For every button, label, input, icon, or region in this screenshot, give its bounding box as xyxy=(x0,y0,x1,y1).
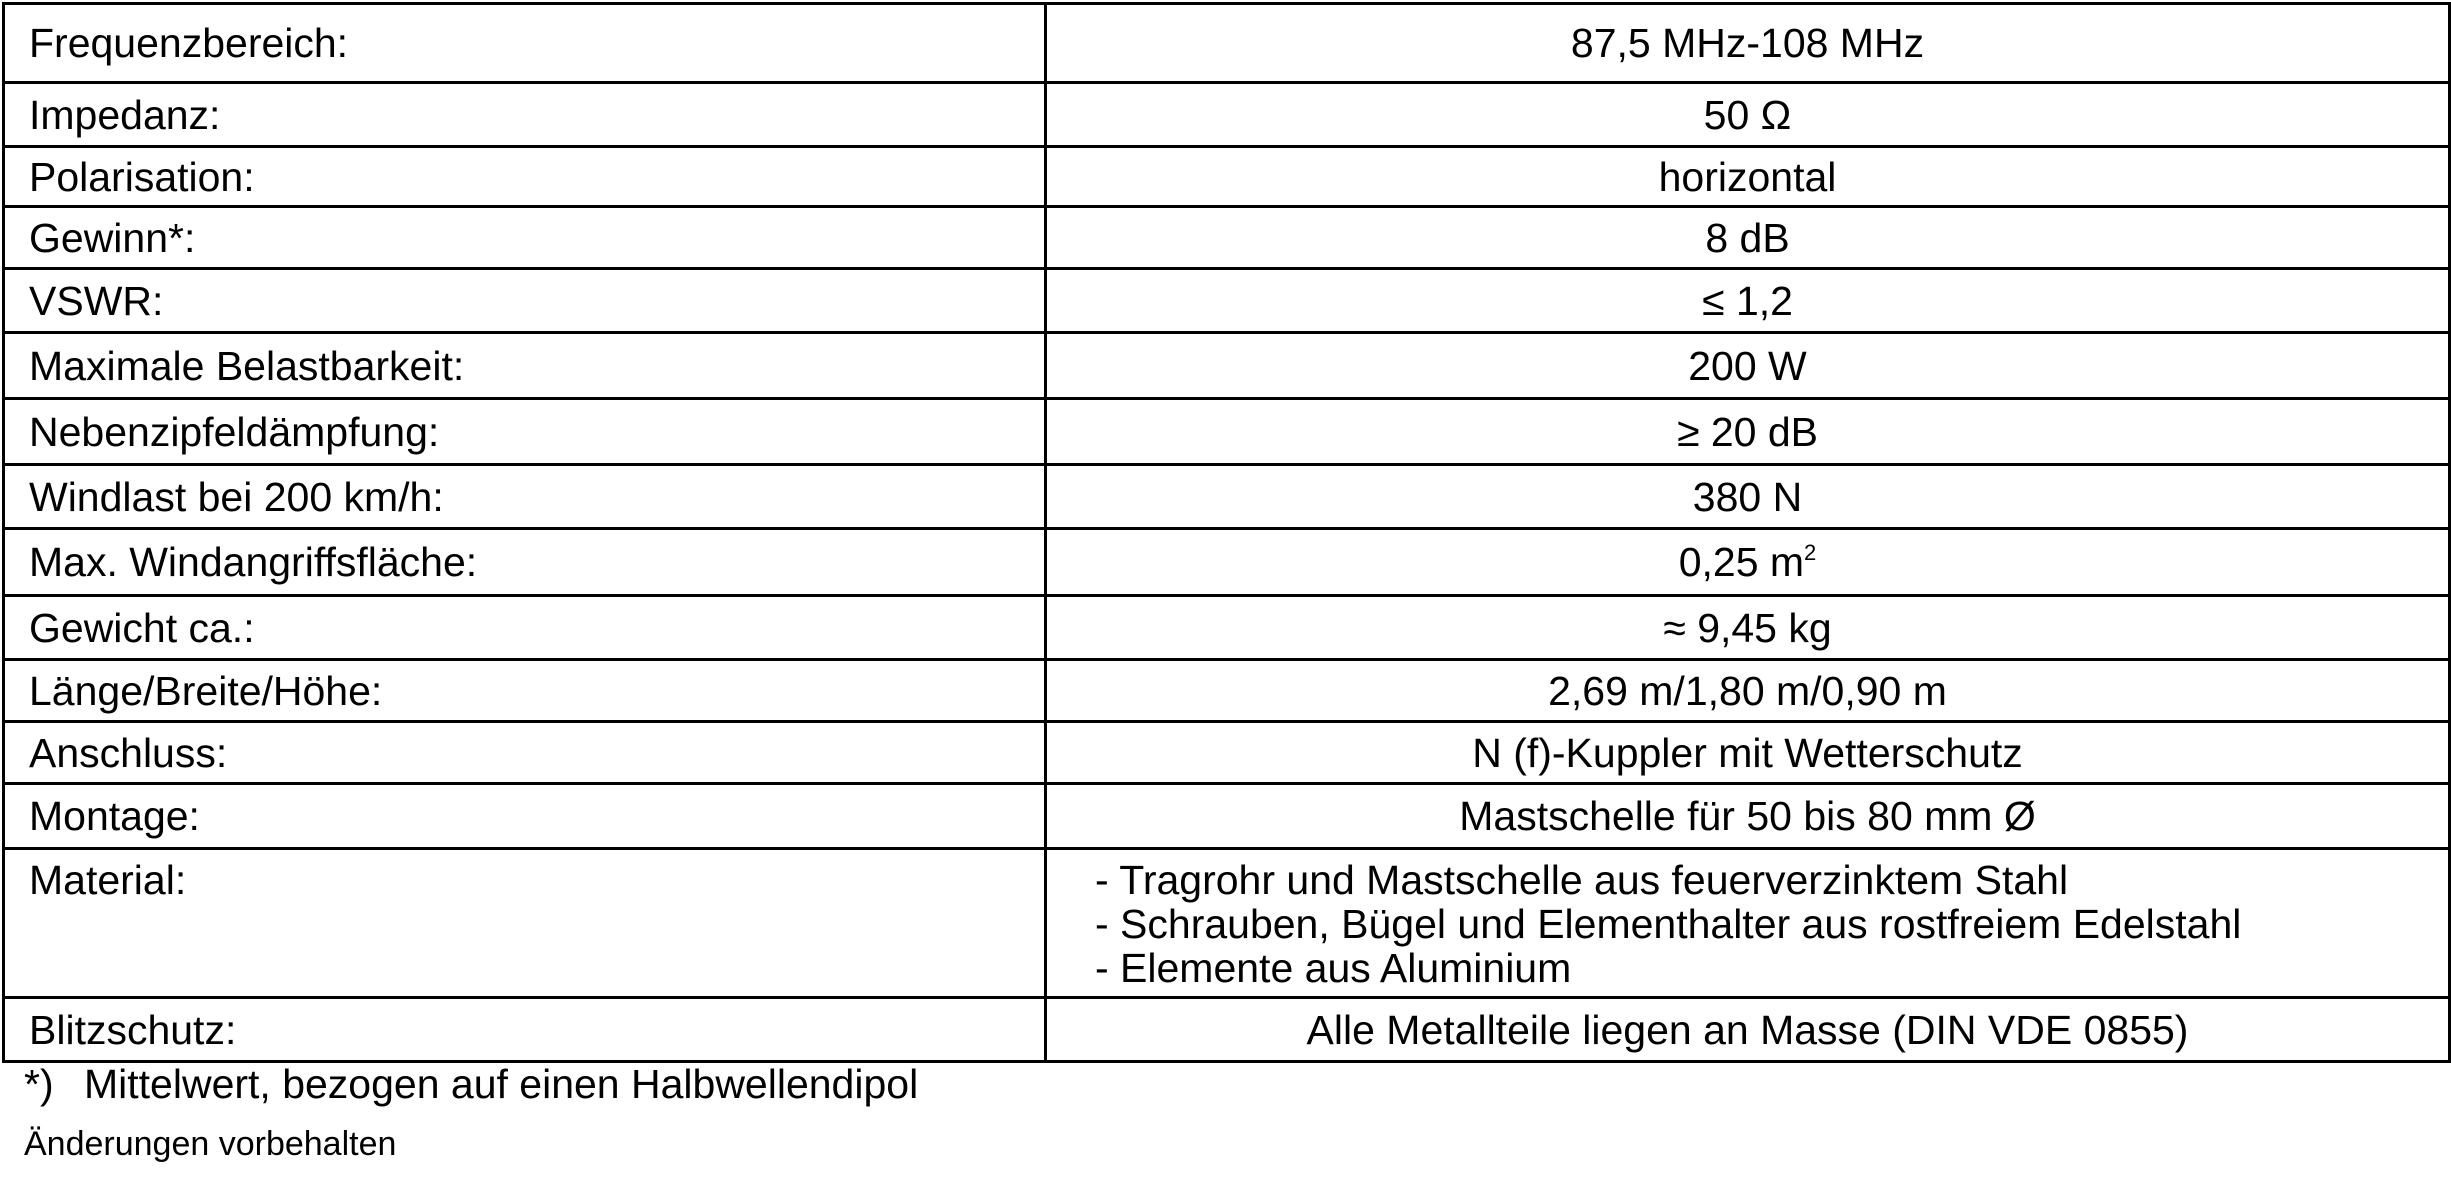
row-label-impedanz: Impedanz: xyxy=(4,83,1046,147)
row-value-anschluss: N (f)-Kuppler mit Wetterschutz xyxy=(1046,722,2450,784)
table-row xyxy=(4,596,2450,660)
row-label-frequenzbereich: Frequenzbereich: xyxy=(4,4,1046,83)
row-label-anschluss: Anschluss: xyxy=(4,722,1046,784)
table-row xyxy=(4,465,2450,529)
row-value-montage: Mastschelle für 50 bis 80 mm Ø xyxy=(1046,784,2450,849)
table-row xyxy=(4,207,2450,269)
table-row xyxy=(4,784,2450,849)
row-value-polarisation: horizontal xyxy=(1046,147,2450,207)
table-row xyxy=(4,269,2450,333)
row-value-blitzschutz: Alle Metallteile liegen an Masse (DIN VDE 0855) xyxy=(1046,998,2450,1062)
row-label-montage: Montage: xyxy=(4,784,1046,849)
row-value-impedanz: 50 Ω xyxy=(1046,83,2450,147)
footnote xyxy=(24,1060,918,1108)
table-row xyxy=(4,998,2450,1062)
table-row xyxy=(4,4,2450,83)
footnote-mark: *) xyxy=(24,1061,54,1107)
row-value-material xyxy=(1046,849,2450,998)
spec-table xyxy=(2,2,2451,1063)
row-value-nebenzipfeldaempfung: ≥ 20 dB xyxy=(1046,399,2450,465)
table-row xyxy=(4,147,2450,207)
row-label-belastbarkeit: Maximale Belastbarkeit: xyxy=(4,333,1046,399)
table-row xyxy=(4,83,2450,147)
row-value-vswr: ≤ 1,2 xyxy=(1046,269,2450,333)
table-row xyxy=(4,722,2450,784)
row-label-abmessungen: Länge/Breite/Höhe: xyxy=(4,660,1046,722)
row-label-windangriffsflaeche: Max. Windangriffsfläche: xyxy=(4,529,1046,596)
row-value-gewinn: 8 dB xyxy=(1046,207,2450,269)
row-label-material: Material: xyxy=(4,849,1046,998)
row-value-frequenzbereich: 87,5 MHz-108 MHz xyxy=(1046,4,2450,83)
row-label-vswr: VSWR: xyxy=(4,269,1046,333)
row-label-blitzschutz: Blitzschutz: xyxy=(4,998,1046,1062)
table-row xyxy=(4,529,2450,596)
superscript: 2 xyxy=(1804,540,1817,565)
row-value-belastbarkeit: 200 W xyxy=(1046,333,2450,399)
row-label-gewinn: Gewinn*: xyxy=(4,207,1046,269)
material-line: - Tragrohr und Mastschelle aus feuerverzinktem Stahl xyxy=(1095,857,2069,903)
table-row xyxy=(4,849,2450,998)
change-notice: Änderungen vorbehalten xyxy=(24,1125,397,1163)
footnote-text: Mittelwert, bezogen auf einen Halbwellendipol xyxy=(84,1061,919,1107)
table-row xyxy=(4,333,2450,399)
row-label-gewicht: Gewicht ca.: xyxy=(4,596,1046,660)
row-value-windlast: 380 N xyxy=(1046,465,2450,529)
row-label-polarisation: Polarisation: xyxy=(4,147,1046,207)
table-row xyxy=(4,660,2450,722)
row-value-gewicht: ≈ 9,45 kg xyxy=(1046,596,2450,660)
material-line: - Elemente aus Aluminium xyxy=(1095,945,1572,991)
material-line: - Schrauben, Bügel und Elementhalter aus rostfreiem Edelstahl xyxy=(1095,901,2242,947)
row-label-windlast: Windlast bei 200 km/h: xyxy=(4,465,1046,529)
table-row xyxy=(4,399,2450,465)
row-value-abmessungen: 2,69 m/1,80 m/0,90 m xyxy=(1046,660,2450,722)
value-text: 0,25 m xyxy=(1678,539,1805,585)
row-value-windangriffsflaeche xyxy=(1046,529,2450,596)
row-label-nebenzipfeldaempfung: Nebenzipfeldämpfung: xyxy=(4,399,1046,465)
